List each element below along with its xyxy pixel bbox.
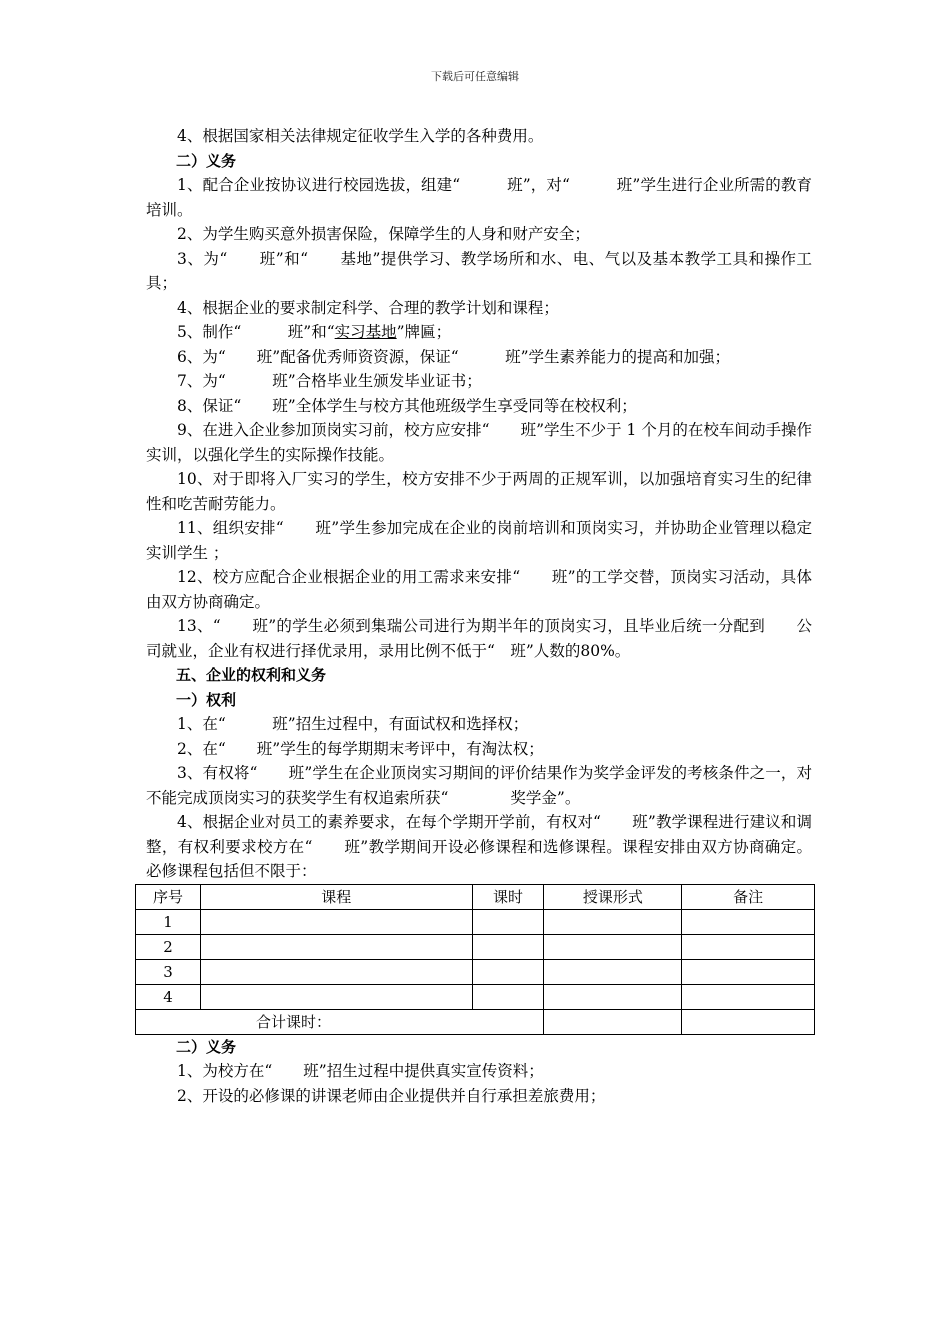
paragraph: 12、校方应配合企业根据企业的用工需求来安排“ 班”的工学交替，顶岗实习活动，具体由双方协商确定。	[146, 568, 812, 611]
paragraph: 4、根据国家相关法律规定征收学生入学的各种费用。	[177, 127, 544, 145]
table-cell-index: 2	[136, 934, 201, 959]
section-heading: 二）义务	[176, 1037, 237, 1056]
table-cell	[544, 959, 682, 984]
section-heading: 一）权利	[176, 690, 237, 709]
paragraph: 2、为学生购买意外损害保险，保障学生的人身和财产安全；	[177, 225, 590, 243]
paragraph	[146, 320, 812, 345]
table-cell	[544, 1009, 682, 1034]
paragraph: 8、保证“ 班”全体学生与校方其他班级学生享受同等在校权利；	[177, 396, 637, 415]
paragraph-text: 5、制作“ 班”和“	[177, 323, 335, 341]
table-cell	[472, 909, 544, 934]
course-table	[135, 884, 815, 1035]
table-cell	[200, 959, 472, 984]
table-cell-index: 4	[136, 984, 201, 1009]
table-cell	[682, 934, 815, 959]
table-row	[136, 984, 815, 1009]
table-header-cell: 授课形式	[544, 884, 682, 909]
table-cell	[472, 984, 544, 1009]
table-cell	[544, 934, 682, 959]
table-cell	[682, 1009, 815, 1034]
paragraph-text: ”牌匾；	[396, 323, 452, 341]
paragraph: 3、有权将“ 班”学生在企业顶岗实习期间的评价结果作为奖学金评发的考核条件之一，对不能完成顶岗实习的获奖学生有权追索所获“ 奖学金”。	[146, 764, 812, 807]
table-header-cell: 备注	[682, 884, 815, 909]
table-cell	[200, 934, 472, 959]
table-cell	[682, 909, 815, 934]
paragraph: 4、根据企业对员工的素养要求，在每个学期开学前，有权对“ 班”教学课程进行建议和调整，有权利要求校方在“ 班”教学期间开设必修课程和选修课程。课程安排由双方协商确定。必修课程包括但不限于：	[146, 813, 812, 880]
table-cell	[200, 909, 472, 934]
paragraph: 1、为校方在“ 班”招生过程中提供真实宣传资料；	[177, 1062, 544, 1080]
paragraph: 4、根据企业的要求制定科学、合理的教学计划和课程；	[177, 298, 559, 317]
page-header: 下载后可任意编辑	[431, 70, 519, 83]
table-row	[136, 959, 815, 984]
table-header-cell: 课时	[472, 884, 544, 909]
paragraph: 7、为“ 班”合格毕业生颁发毕业证书；	[177, 372, 482, 390]
paragraph: 10、对于即将入厂实习的学生，校方安排不少于两周的正规军训，以加强培育实习生的纪律性和吃苦耐劳能力。	[146, 470, 812, 513]
section-heading: 二）义务	[176, 151, 237, 170]
paragraph: 9、在进入企业参加顶岗实习前，校方应安排“ 班”学生不少于 1 个月的在校车间动手操作实训，以强化学生的实际操作技能。	[146, 421, 812, 464]
table-cell-index: 1	[136, 909, 201, 934]
table-header-row	[136, 884, 815, 909]
table-header-cell: 课程	[200, 884, 472, 909]
paragraph: 11、组织安排“ 班”学生参加完成在企业的岗前培训和顶岗实习，并协助企业管理以稳定实训学生 ；	[146, 519, 812, 562]
paragraph: 1、配合企业按协议进行校园选拔，组建“ 班”，对“ 班”学生进行企业所需的教育培训。	[146, 176, 812, 219]
table-row	[136, 909, 815, 934]
table-row	[136, 934, 815, 959]
paragraph: 1、在“ 班”招生过程中，有面试权和选择权；	[177, 715, 529, 733]
table-cell-index: 3	[136, 959, 201, 984]
table-cell	[544, 984, 682, 1009]
table-cell	[544, 909, 682, 934]
paragraph: 3、为“ 班”和“ 基地”提供学习、教学场所和水、电、气以及基本教学工具和操作工具；	[146, 249, 812, 292]
paragraph: 6、为“ 班”配备优秀师资资源，保证“ 班”学生素养能力的提高和加强；	[177, 347, 731, 366]
document-body	[146, 124, 812, 1108]
table-total-row	[136, 1009, 815, 1034]
table-header-cell: 序号	[136, 884, 201, 909]
paragraph: 2、开设的必修课的讲课老师由企业提供并自行承担差旅费用；	[177, 1086, 606, 1105]
paragraph: 2、在“ 班”学生的每学期期末考评中，有淘汰权；	[177, 739, 544, 758]
table-cell	[200, 984, 472, 1009]
paragraph: 13、“ 班”的学生必须到集瑞公司进行为期半年的顶岗实习，且毕业后统一分配到 公司就业，企业有权进行择优录用，录用比例不低于“ 班”人数的80%。	[146, 617, 812, 660]
table-cell	[682, 984, 815, 1009]
table-total-label: 合计课时：	[136, 1009, 544, 1034]
section-heading: 五、企业的权利和义务	[176, 666, 327, 684]
table-cell	[472, 934, 544, 959]
table-cell	[682, 959, 815, 984]
table-cell	[472, 959, 544, 984]
underlined-text: 实习基地	[334, 323, 397, 341]
